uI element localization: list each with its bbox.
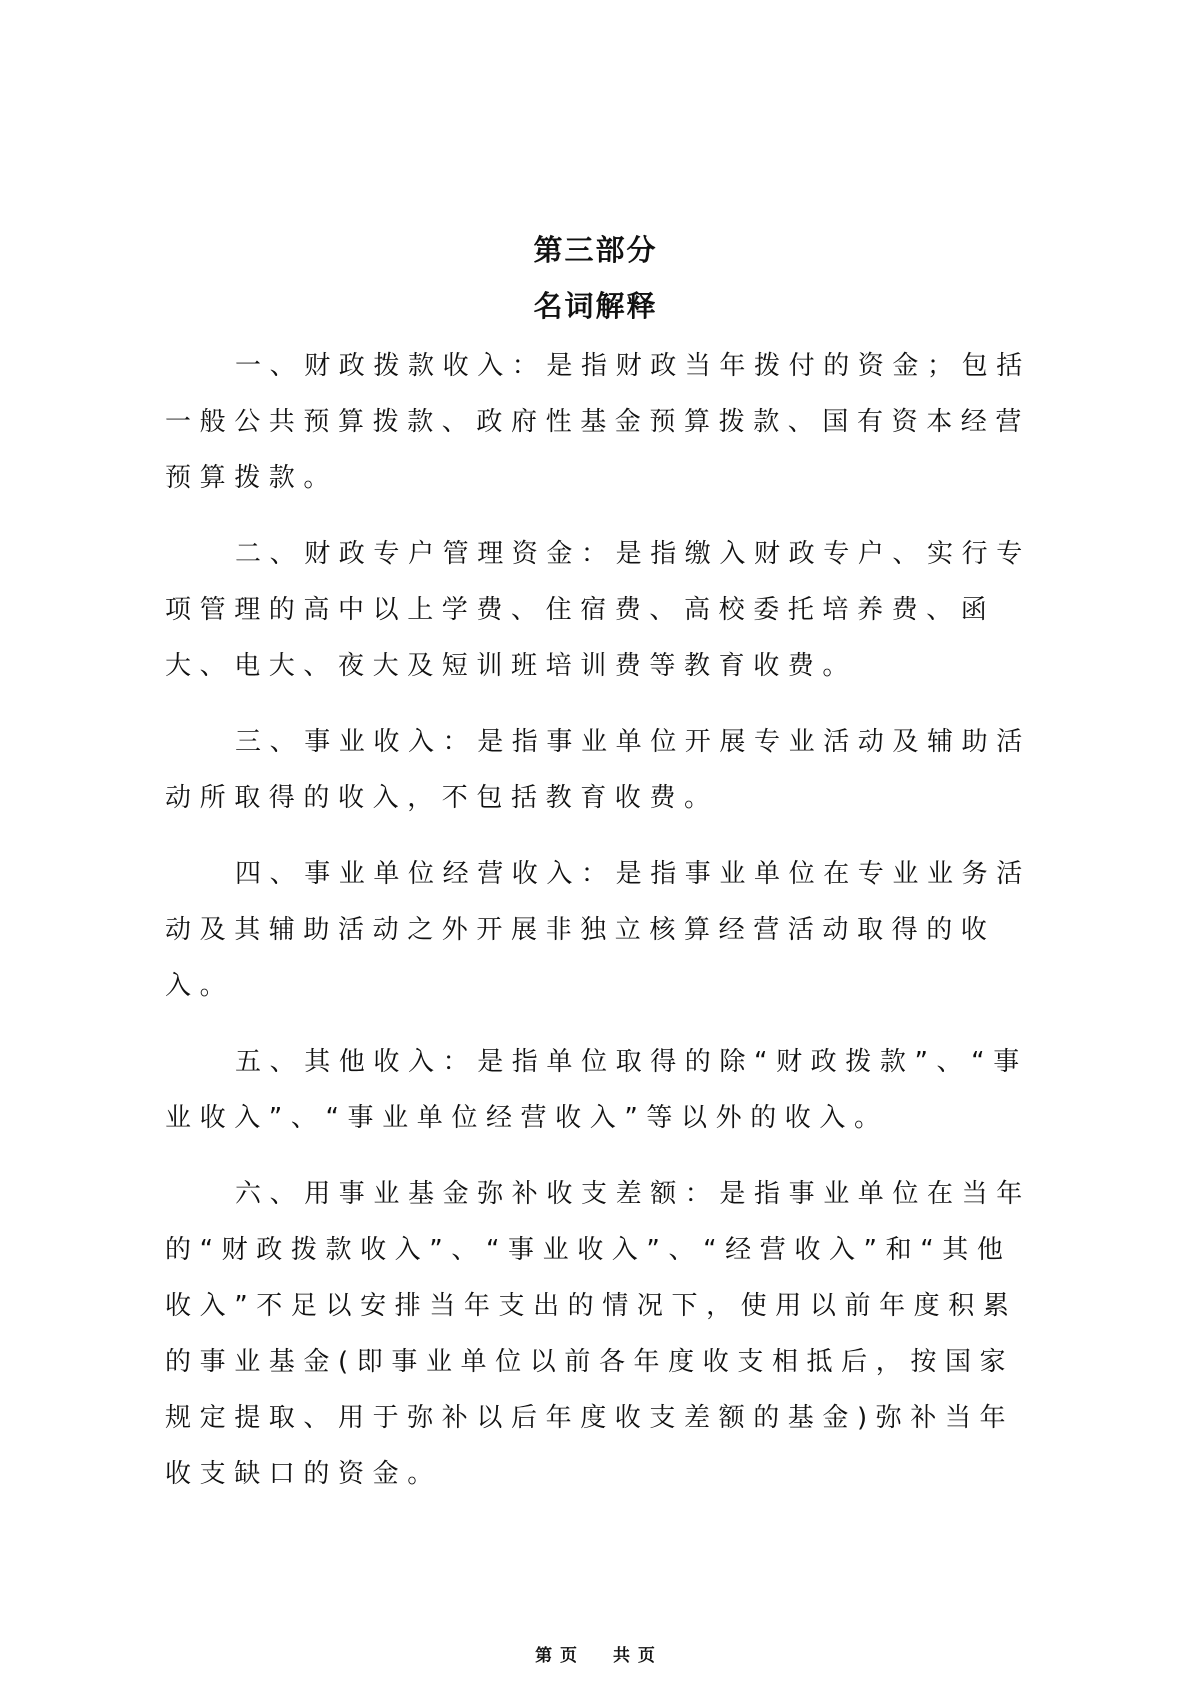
part-title: 第三部分 — [533, 233, 658, 267]
definition-paragraph-1: 一、财政拨款收入：是指财政当年拨付的资金；包括一般公共预算拨款、政府性基金预算拨款、国有资本经营预算拨款。 — [165, 351, 1031, 493]
definition-paragraph-3: 三、事业收入：是指事业单位开展专业活动及辅助活动所取得的收入，不包括教育收费。 — [165, 727, 1031, 813]
section-title: 名词解释 — [533, 289, 658, 323]
definition-paragraph-6: 六、用事业基金弥补收支差额：是指事业单位在当年的“财政拨款收入”、“事业收入”、“经营收入”和“其他收入”不足以安排当年支出的情况下，使用以前年度积累的事业基金(即事业单位以前各年度收支相抵后，按国家规定提取、用于弥补以后年度收支差额的基金)弥补当年收支缺口的资金。 — [165, 1179, 1031, 1489]
definition-paragraph-4: 四、事业单位经营收入：是指事业单位在专业业务活动及其辅助活动之外开展非独立核算经营活动取得的收入。 — [165, 859, 1031, 1001]
page-footer — [0, 1641, 1191, 1666]
definition-paragraph-2: 二、财政专户管理资金：是指缴入财政专户、实行专项管理的高中以上学费、住宿费、高校委托培养费、函大、电大、夜大及短训班培训费等教育收费。 — [165, 539, 1031, 681]
definitions-body — [165, 338, 1035, 1522]
definition-paragraph-5: 五、其他收入：是指单位取得的除“财政拨款”、“事业收入”、“事业单位经营收入”等以外的收入。 — [165, 1047, 1028, 1133]
total-pages-label: 共 页 — [612, 1646, 656, 1666]
page-number-label: 第 页 — [535, 1646, 579, 1666]
